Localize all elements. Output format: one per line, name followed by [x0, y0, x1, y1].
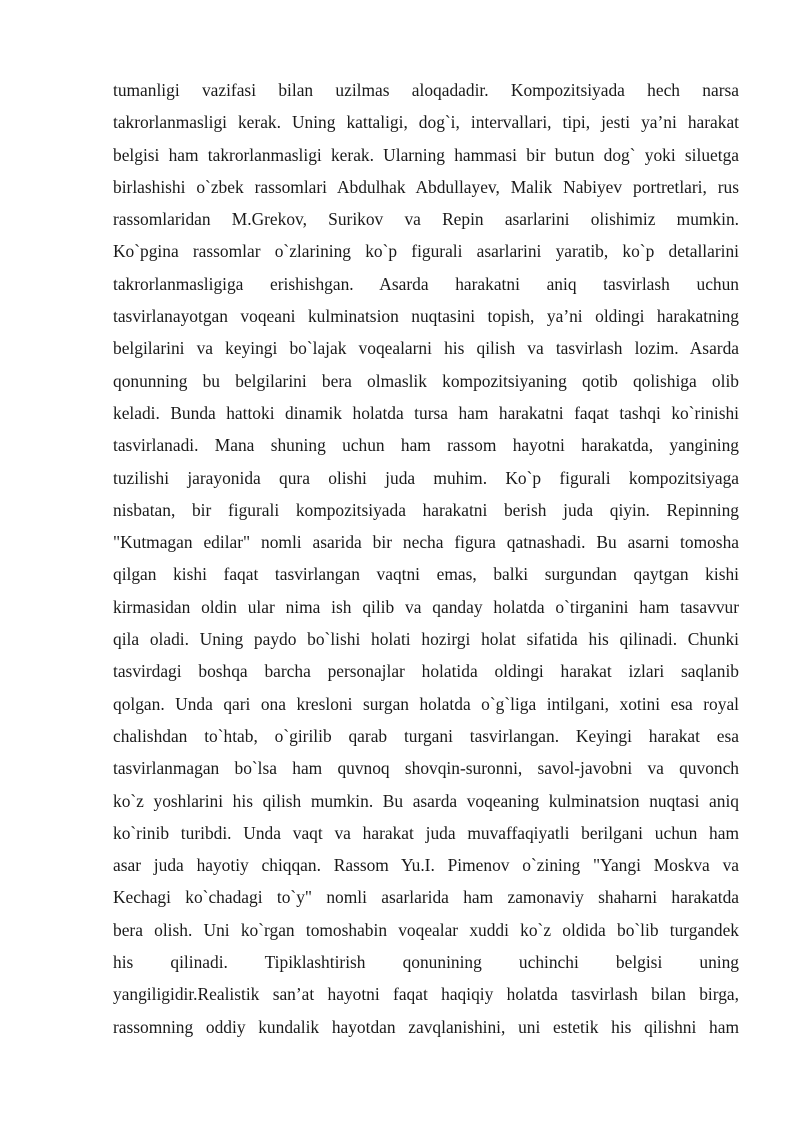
text-line: ko`rinib turibdi. Unda vaqt va harakat juda muvaffaqiyatli berilgani uchun ham — [113, 822, 739, 843]
text-line: "Kutmagan edilar" nomli asarida bir necha figura qatnashadi. Bu asarni tomosha — [113, 532, 739, 553]
text-line: kirmasidan oldin ular nima ish qilib va qanday holatda o`tirganini ham tasavvur — [113, 596, 739, 617]
text-line: tasvirlanadi. Mana shuning uchun ham rassom hayotni harakatda, yangining — [113, 435, 739, 456]
text-line: Kechagi ko`chadagi to`y" nomli asarlarida ham zamonaviy shaharni harakatda — [113, 887, 739, 908]
text-line: chalishdan to`htab, o`girilib qarab turgani tasvirlangan. Keyingi harakat esa — [113, 725, 739, 746]
text-line: qolgan. Unda qari ona kresloni surgan holatda o`g`liga intilgani, xotini esa royal — [113, 693, 739, 714]
text-line: rassomlaridan M.Grekov, Surikov va Repin asarlarini olishimiz mumkin. — [113, 209, 739, 230]
text-line: belgisi ham takrorlanmasligi kerak. Ularning hammasi bir butun dog` yoki siluetga — [113, 144, 739, 165]
text-line: belgilarini va keyingi bo`lajak voqealarni his qilish va tasvirlash lozim. Asarda — [113, 338, 739, 359]
text-line: birlashishi o`zbek rassomlari Abdulhak Abdullayev, Malik Nabiyev portretlari, rus — [113, 176, 739, 197]
text-line: asar juda hayotiy chiqqan. Rassom Yu.I. Pimenov o`zining "Yangi Moskva va — [113, 855, 739, 876]
text-line: bera olish. Uni ko`rgan tomoshabin voqealar xuddi ko`z oldida bo`lib turgandek — [113, 919, 739, 940]
text-line: takrorlanmasligiga erishishgan. Asarda harakatni aniq tasvirlash uchun — [113, 273, 739, 294]
text-line: Ko`pgina rassomlar o`zlarining ko`p figurali asarlarini yaratib, ko`p detallarini — [113, 241, 739, 262]
text-line: takrorlanmasligi kerak. Uning kattaligi, dog`i, intervallari, tipi, jesti ya’ni harakat — [113, 112, 739, 133]
text-line: tumanligi vazifasi bilan uzilmas aloqadadir. Kompozitsiyada hech narsa — [113, 80, 739, 100]
text-line: tuzilishi jarayonida qura olishi juda muhim. Ko`p figurali kompozitsiyaga — [113, 467, 739, 488]
body-paragraph — [113, 74, 739, 1043]
text-line: his qilinadi. Tipiklashtirish qonunining uchinchi belgisi uning — [113, 952, 739, 973]
text-line: tasvirdagi boshqa barcha personajlar holatida oldingi harakat izlari saqlanib — [113, 661, 739, 682]
text-line: tasvirlanmagan bo`lsa ham quvnoq shovqin-suronni, savol-javobni va quvonch — [113, 758, 739, 779]
text-line: keladi. Bunda hattoki dinamik holatda tursa ham harakatni faqat tashqi ko`rinishi — [113, 402, 739, 423]
text-line: ko`z yoshlarini his qilish mumkin. Bu asarda voqeaning kulminatsion nuqtasi aniq — [113, 790, 739, 811]
text-line: rassomning oddiy kundalik hayotdan zavqlanishini, uni estetik his qilishni ham — [113, 1016, 739, 1037]
text-line: yangiligidir.Realistik san’at hayotni faqat haqiqiy holatda tasvirlash bilan birga, — [113, 984, 739, 1005]
text-line: nisbatan, bir figurali kompozitsiyada harakatni berish juda qiyin. Repinning — [113, 499, 739, 520]
text-line: tasvirlanayotgan voqeani kulminatsion nuqtasini topish, ya’ni oldingi harakatning — [113, 306, 739, 327]
text-line: qonunning bu belgilarini bera olmaslik kompozitsiyaning qotib qolishiga olib — [113, 370, 739, 391]
text-line: qila oladi. Uning paydo bo`lishi holati hozirgi holat sifatida his qilinadi. Chunki — [113, 629, 739, 650]
text-line: qilgan kishi faqat tasvirlangan vaqtni emas, balki surgundan qaytgan kishi — [113, 564, 739, 585]
